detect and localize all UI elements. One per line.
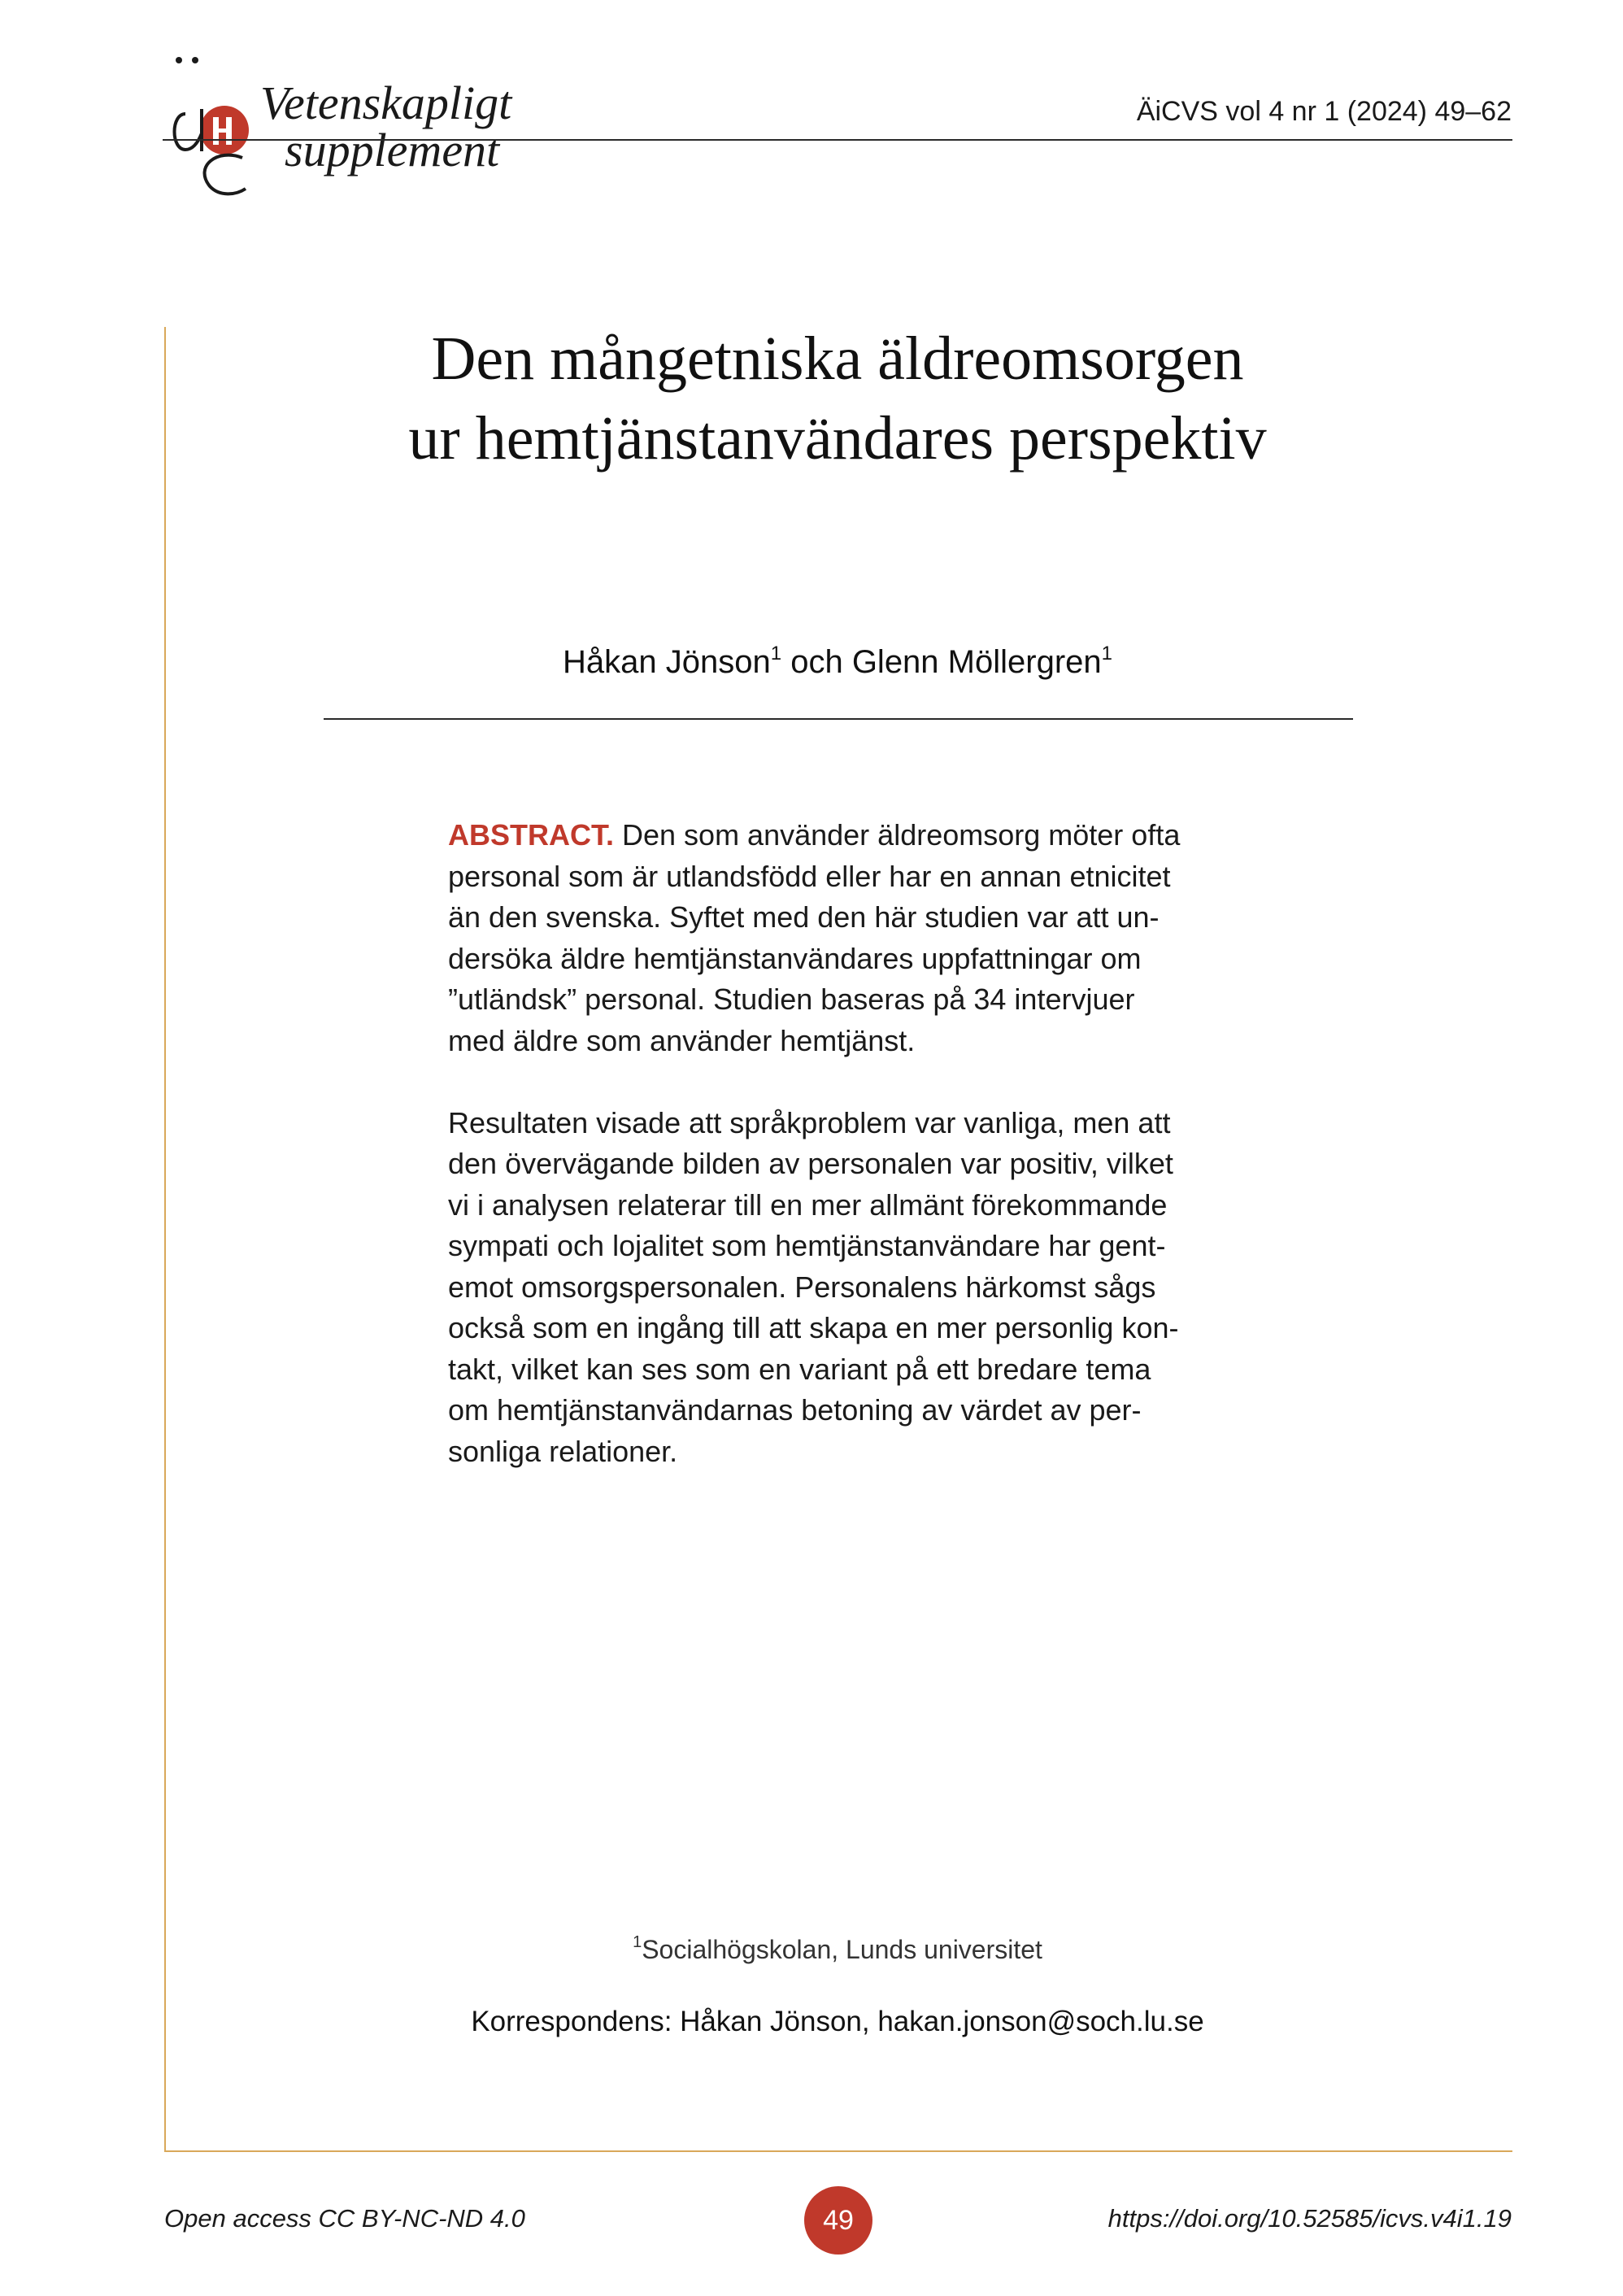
abstract-line: än den svenska. Syftet med den här studien var att un- [448,900,1160,934]
paragraph-gap [448,1061,1245,1103]
abstract-line: takt, vilket kan ses som en variant på ett bredare tema [448,1352,1151,1386]
affiliation [244,1933,1431,1965]
header-divider [163,139,1512,141]
abstract-line [448,815,1245,856]
logo-line1: Vetenskapligt [260,76,512,129]
abstract-line: den övervägande bilden av personalen var positiv, vilket [448,1147,1173,1180]
left-accent-rule [164,327,166,2150]
doi-link[interactable]: https://doi.org/10.52585/icvs.v4i1.19 [1107,2204,1512,2233]
affiliation-text: Socialhögskolan, Lunds universitet [642,1935,1042,1964]
abstract-line: sonliga relationer. [448,1434,678,1468]
abstract-line: dersöka äldre hemtjänstanvändares uppfattningar om [448,941,1142,975]
correspondence: Korrespondens: Håkan Jönson, hakan.jonson@soch.lu.se [471,2006,1204,2037]
author-list [244,643,1431,681]
abstract [448,815,1245,1472]
abstract-line: sympati och lojalitet som hemtjänstanvändare har gent- [448,1229,1166,1262]
author-affiliation-marker: 1 [1101,643,1112,664]
journal-reference: ÄiCVS vol 4 nr 1 (2024) 49–62 [1136,96,1512,127]
author-conjunction: och [781,644,852,680]
affiliation-marker: 1 [633,1933,642,1951]
abstract-line: om hemtjänstanvändarnas betoning av värdet av per- [448,1393,1142,1427]
author-name: Glenn Möllergren [851,644,1102,680]
page-number-badge: 49 [804,2186,872,2255]
title-line-1: Den mångetniska äldreomsorgen [431,325,1244,393]
journal-logo-text [260,76,512,176]
abstract-text: Den som använder äldreomsorg möter ofta [614,818,1181,852]
license-text: Open access CC BY-NC-ND 4.0 [164,2204,525,2233]
abstract-line: också som en ingång till att skapa en mer personlig kon- [448,1311,1179,1344]
abstract-line: ”utländsk” personal. Studien baseras på 34 intervjuer [448,982,1135,1016]
bottom-accent-rule [164,2150,1512,2152]
author-affiliation-marker: 1 [770,643,782,664]
abstract-line: Resultaten visade att språkproblem var vanliga, men att [448,1105,1171,1139]
abstract-line: emot omsorgspersonalen. Personalens härkomst sågs [448,1270,1156,1304]
title-line-2: ur hemtjänstanvändares perspektiv [408,404,1267,473]
article-title [244,319,1431,478]
abstract-line: personal som är utlandsfödd eller har en annan etnicitet [448,859,1171,893]
abstract-line: med äldre som använder hemtjänst. [448,1023,916,1057]
abstract-label: ABSTRACT. [448,818,614,852]
author-name: Håkan Jönson [563,644,771,680]
author-divider [324,718,1353,720]
logo-line2: supplement [285,124,500,176]
abstract-line: vi i analysen relaterar till en mer allmänt förekommande [448,1187,1168,1222]
